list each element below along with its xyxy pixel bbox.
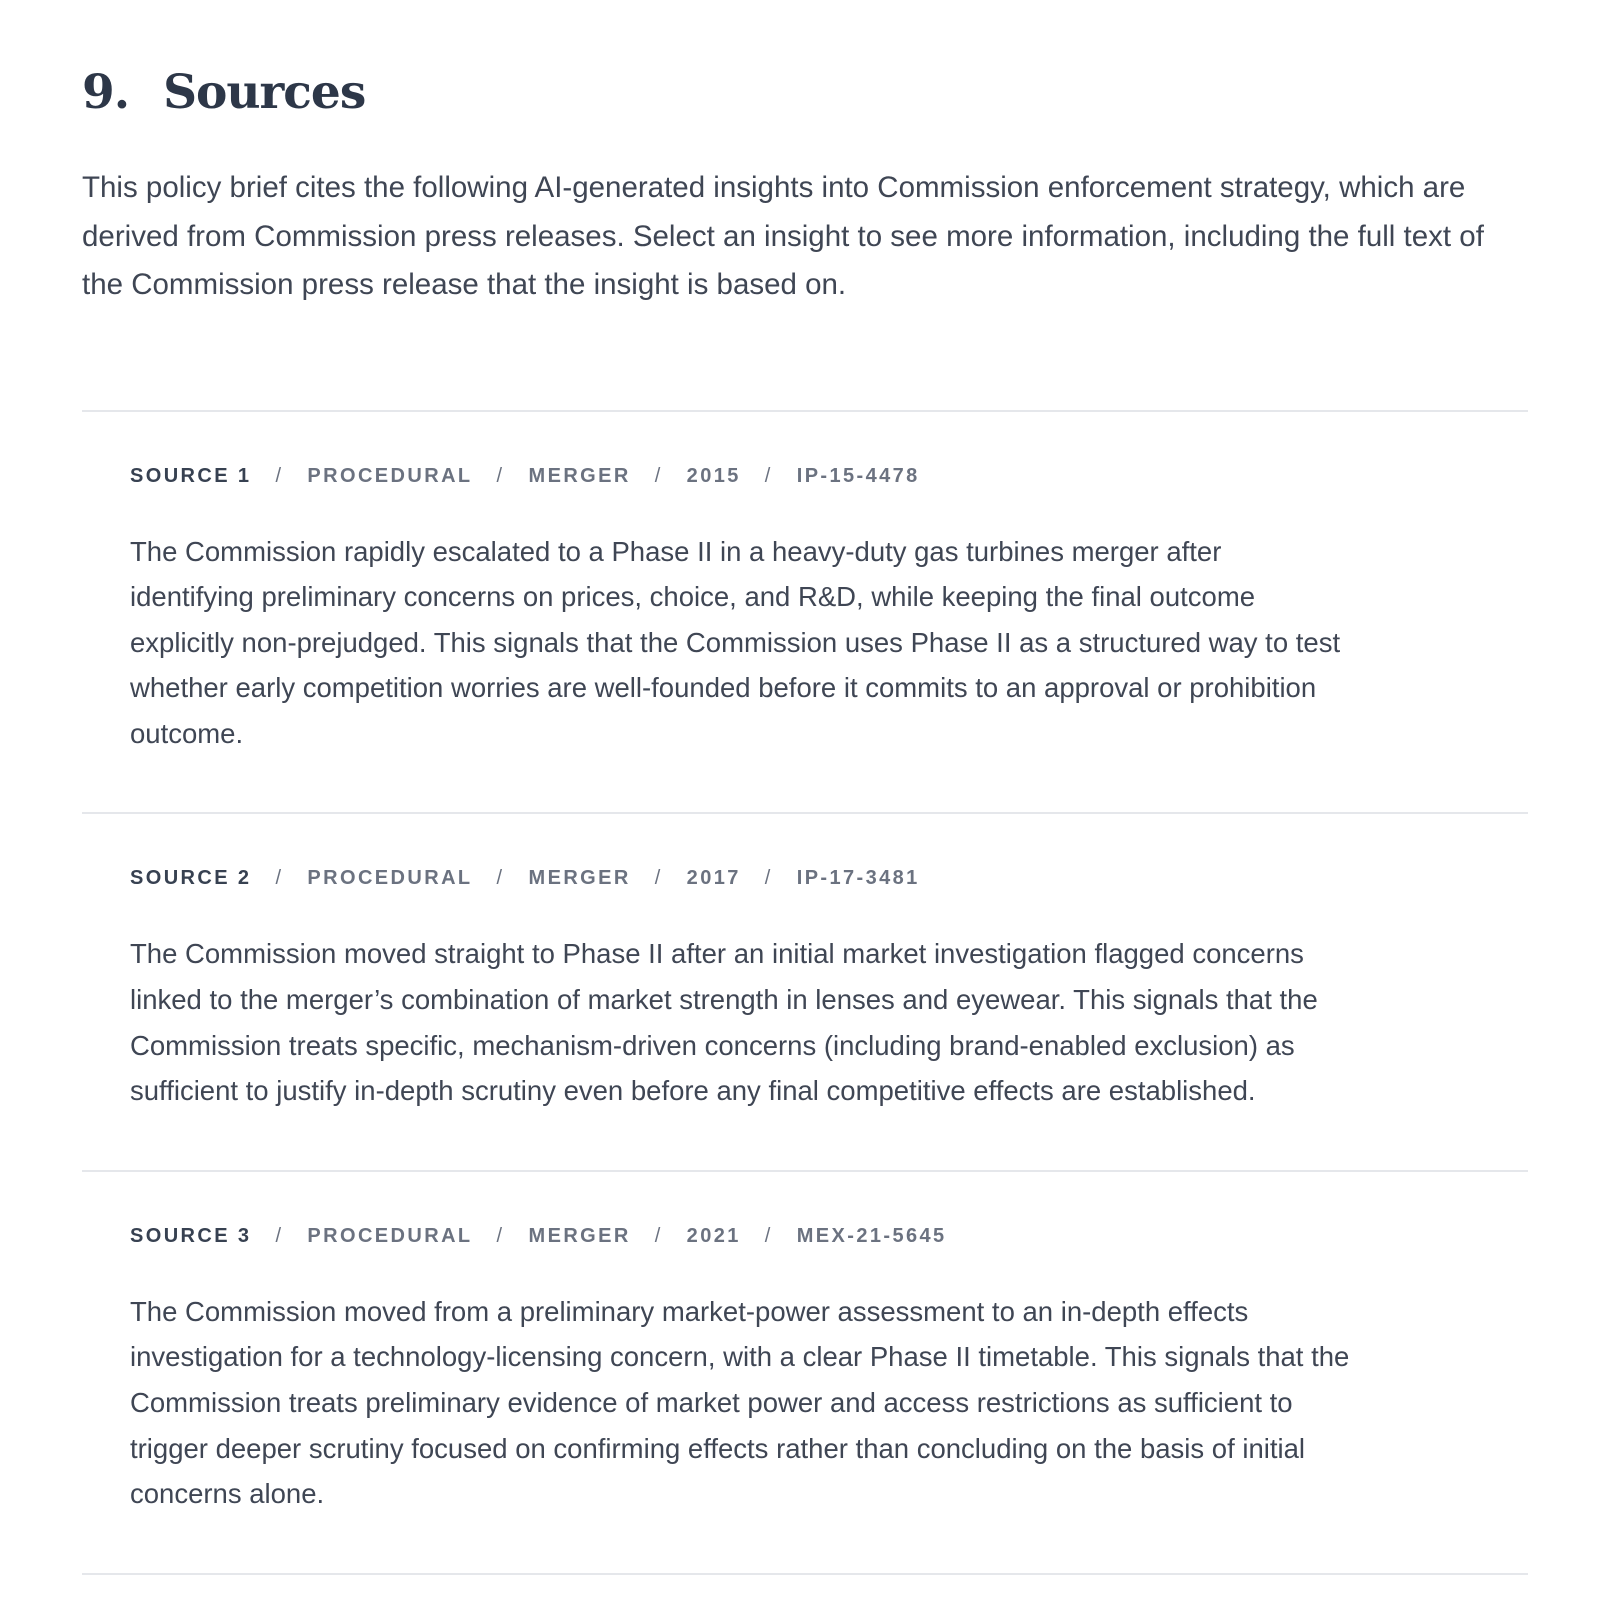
source-type: MERGER [528,867,631,890]
section-number: 9. [82,65,130,120]
meta-separator: / [496,1224,505,1247]
source-year: 2017 [686,867,741,890]
source-reference: MEX-21-5645 [796,1224,947,1247]
source-label: SOURCE 3 [130,1224,252,1247]
source-item-2[interactable] [82,814,1528,1171]
meta-separator: / [275,867,284,890]
meta-separator: / [654,464,663,487]
meta-separator: / [764,464,773,487]
source-reference: IP-15-4478 [796,464,920,487]
source-type: MERGER [528,1224,631,1247]
source-summary: The Commission moved straight to Phase II after an initial market investigation flagged concerns linked to the merger’s combination of market strength in lenses and eyewear. This signals that the Commission treats specific, mechanism-driven concerns (including brand-enabled exclusion) as sufficient to justify in-depth scrutiny even before any final competitive effects are established. [130,938,1318,1107]
source-summary: The Commission moved from a preliminary market-power assessment to an in-depth effects investigation for a technology-licensing concern, with a clear Phase II timetable. This signals that the Commission treats preliminary evidence of market power and access restrictions as sufficient to trigger deeper scrutiny focused on confirming effects rather than concluding on the basis of initial concerns alone. [130,1295,1350,1510]
source-reference: IP-17-3481 [796,867,920,890]
source-label: SOURCE 1 [130,464,252,487]
source-category: PROCEDURAL [307,867,473,890]
source-meta [130,866,1528,890]
source-year: 2021 [686,1224,741,1247]
source-item-1[interactable] [82,412,1528,815]
source-summary: The Commission rapidly escalated to a Phase II in a heavy-duty gas turbines merger after identifying preliminary concerns on prices, choice, and R&D, while keeping the final outcome explicitly non-prejudged. This signals that the Commission uses Phase II as a structured way to test whether early competition worries are well-founded before it commits to an approval or prohibition outcome. [130,535,1341,749]
source-year: 2015 [686,464,741,487]
source-label: SOURCE 2 [130,867,252,890]
meta-separator: / [496,464,505,487]
meta-separator: / [275,1224,284,1247]
sources-list [82,410,1528,1575]
source-item-3[interactable] [82,1172,1528,1575]
source-meta [130,464,1528,488]
source-category: PROCEDURAL [307,1224,473,1247]
section-heading [82,62,1518,124]
source-type: MERGER [528,464,631,487]
meta-separator: / [654,1224,663,1247]
section-intro: This policy brief cites the following AI-generated insights into Commission enforcement strategy, which are derived from Commission press releases. Select an insight to see more information, including the full text of the Commission press release that the insight is based on. [82,171,1484,301]
source-category: PROCEDURAL [307,464,473,487]
meta-separator: / [496,867,505,890]
section-title: Sources [163,65,366,120]
meta-separator: / [764,867,773,890]
source-meta [130,1224,1528,1248]
meta-separator: / [654,867,663,890]
meta-separator: / [764,1224,773,1247]
meta-separator: / [275,464,284,487]
